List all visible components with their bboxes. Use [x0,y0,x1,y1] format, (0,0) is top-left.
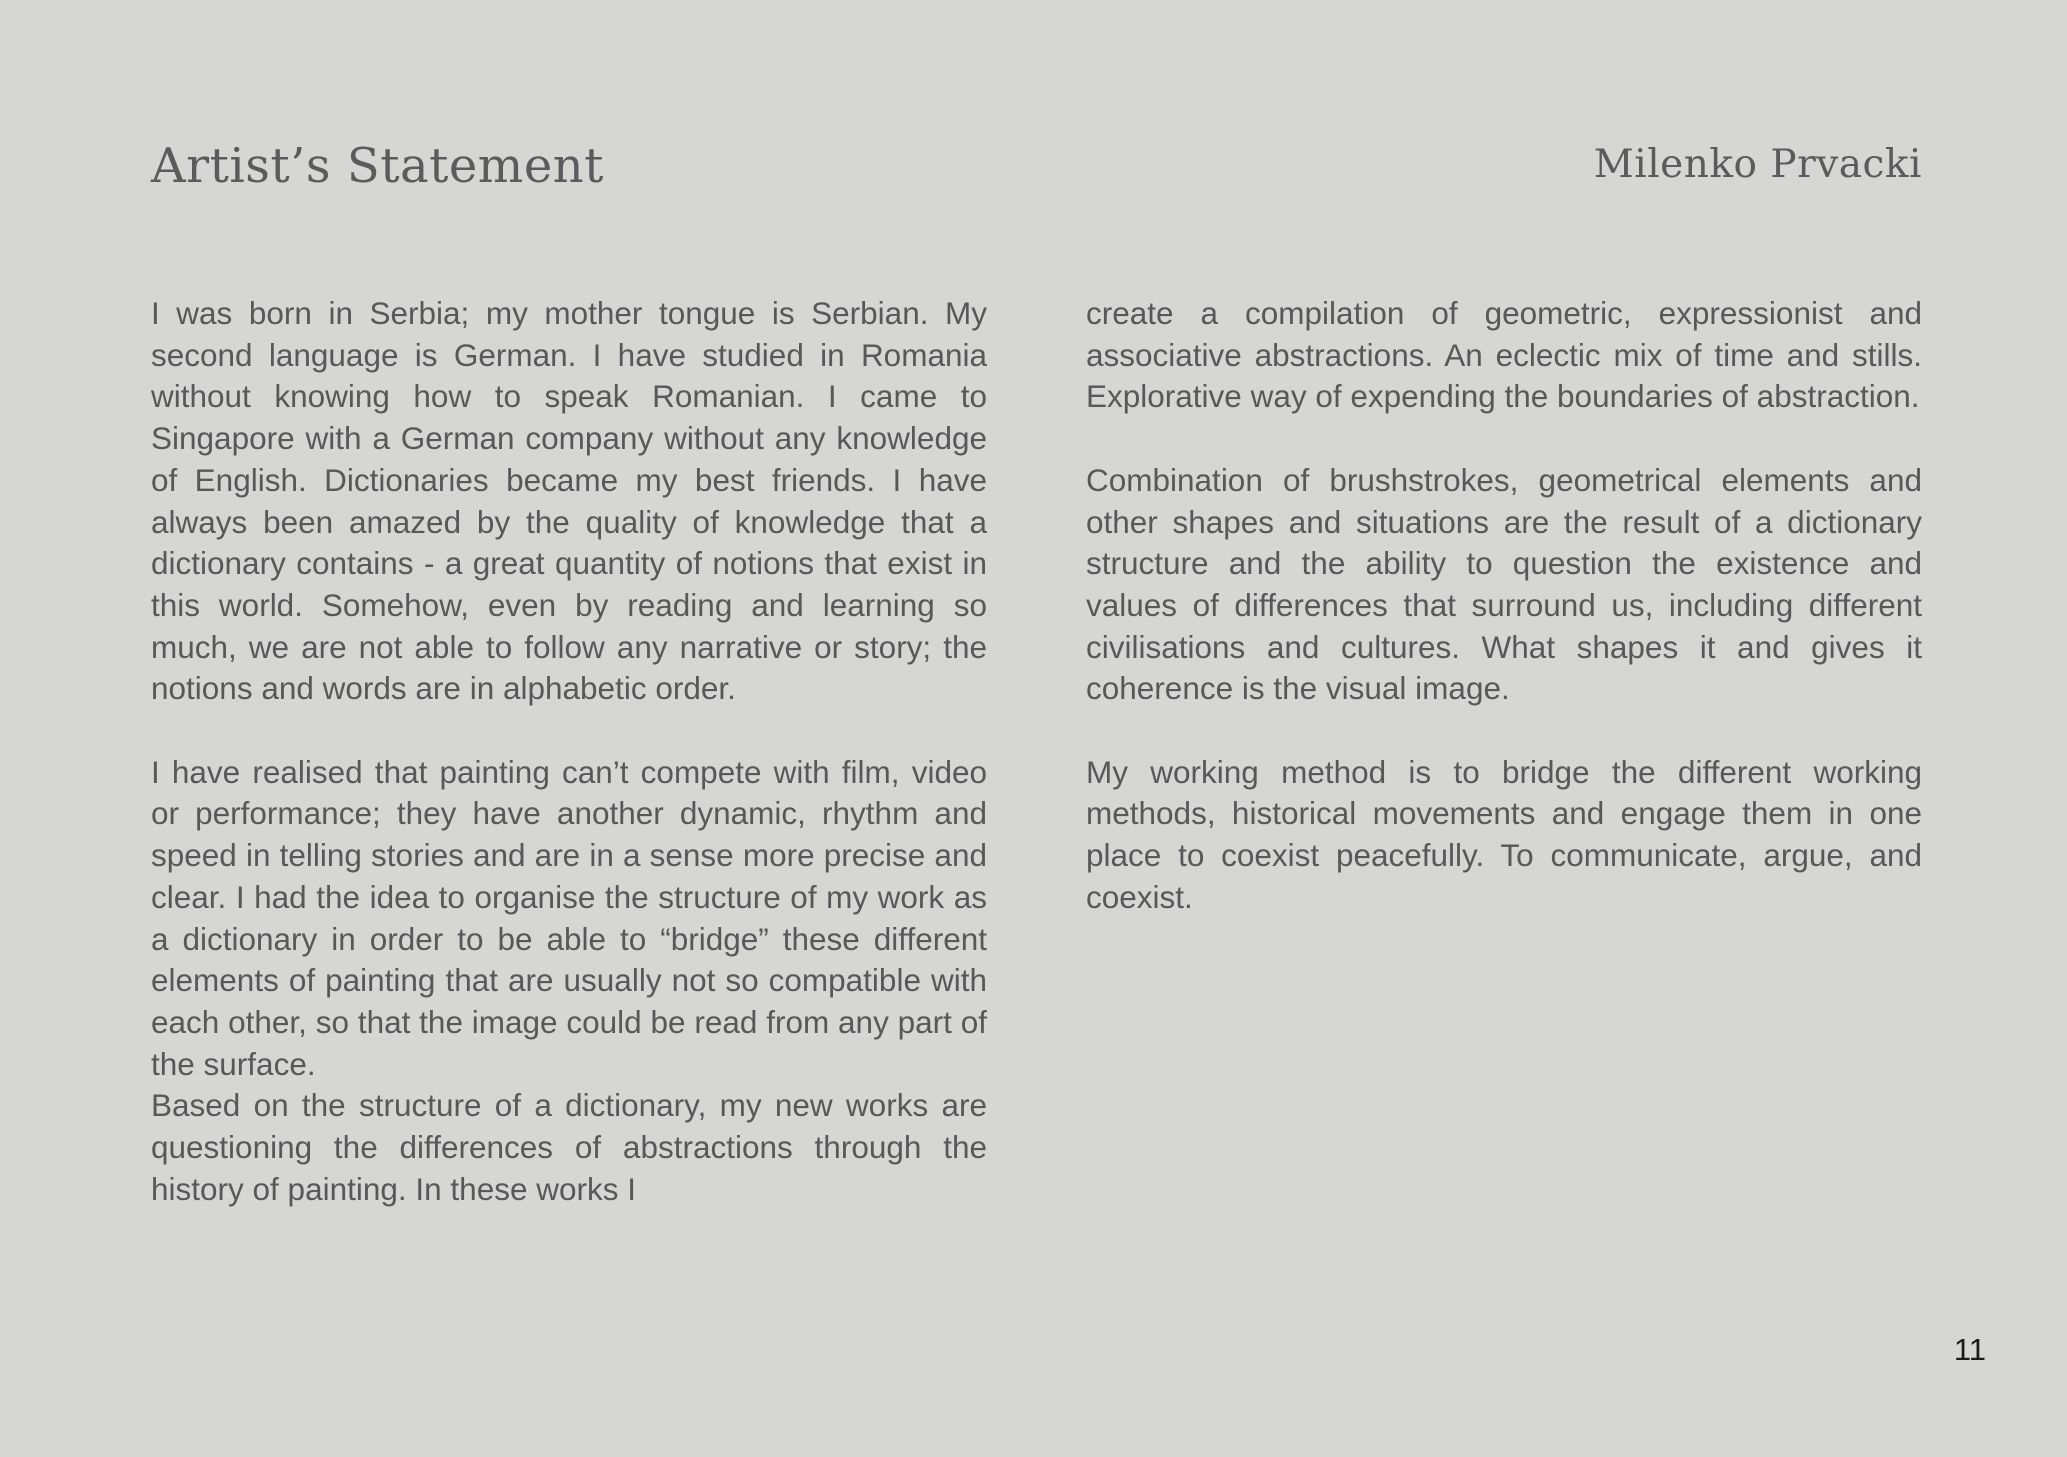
paragraph-compilation: create a compilation of geometric, expressionist and associative abstractions. An eclectic mix of time and stills. Explorative way of expending the boundaries of abstraction. [1086,295,1922,415]
paragraph-painting-vs-film: I have realised that painting can’t compete with film, video or performance; they have another dynamic, rhythm and speed in telling stories and are in a sense more precise and clear. I had the idea to organise the structure of my work as a dictionary in order to be able to “bridge” these different elements of painting that are usually not so compatible with each other, so that the image could be read from any part of the surface. [151,753,987,1082]
paragraph-working-method: My working method is to bridge the different working methods, historical movements and engage them in one place to coexist peacefully. To communicate, argue, and coexist. [1086,753,1922,915]
page-number: 11 [1953,1332,1986,1367]
paragraph-dictionary-structure: Based on the structure of a dictionary, my new works are questioning the differences of abstractions through the history of painting. In these works I [151,1087,987,1207]
left-text-column [151,293,987,1210]
page-title: Artist’s Statement [151,138,604,194]
paragraph-combination: Combination of brushstrokes, geometrical elements and other shapes and situations are the result of a dictionary structure and the ability to question the existence and values of differences that surround us, including different civilisations and cultures. What shapes it and gives it coherence is the visual image. [1086,461,1922,707]
author-name: Milenko Prvacki [1593,142,1922,187]
paragraph-origins: I was born in Serbia; my mother tongue is Serbian. My second language is German. I have studied in Romania without knowing how to speak Romanian. I came to Singapore with a German company without any knowledge of English. Dictionaries became my best friends. I have always been amazed by the quality of knowledge that a dictionary contains - a great quantity of notions that exist in this world. Somehow, even by reading and learning so much, we are not able to follow any narrative or story; the notions and words are in alphabetic order. [151,295,987,707]
right-text-column [1086,293,1922,919]
